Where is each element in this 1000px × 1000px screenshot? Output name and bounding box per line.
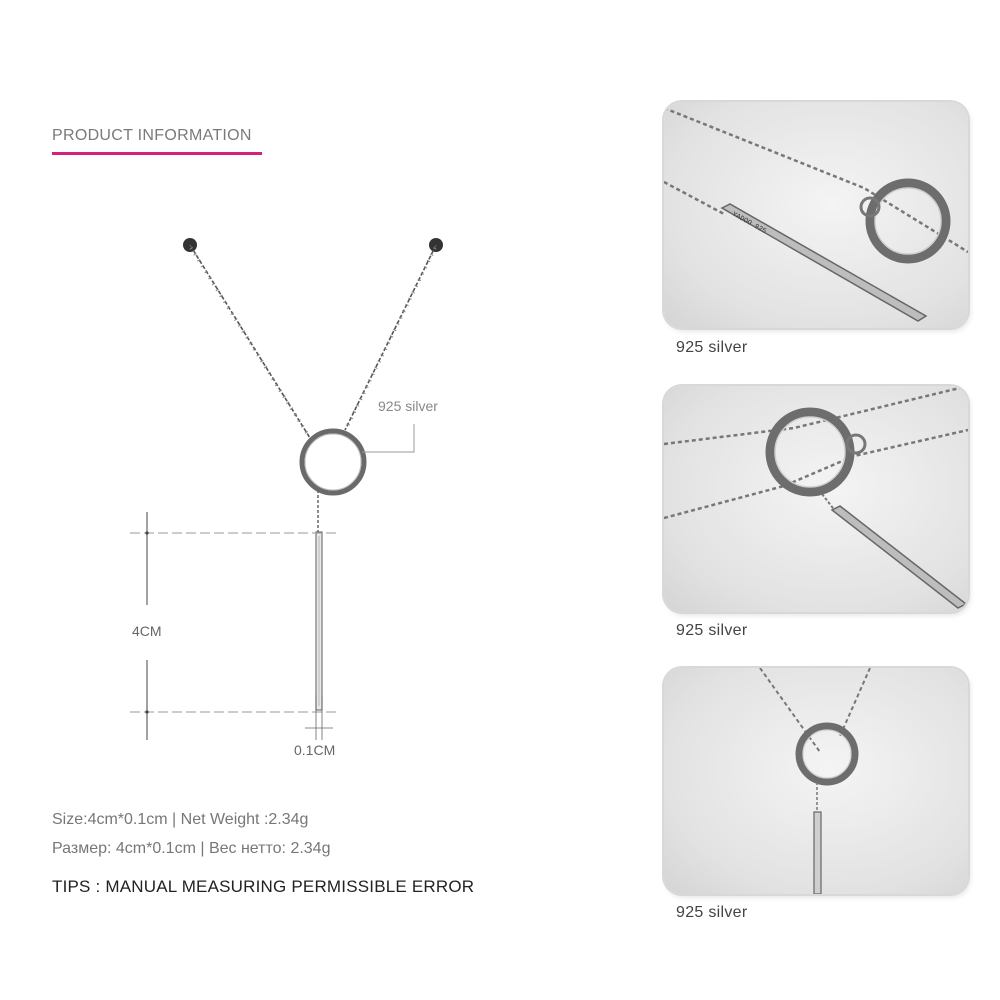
photo-1-chain-upper xyxy=(664,108,968,252)
material-callout-label: 925 silver xyxy=(378,398,438,414)
product-photo-3 xyxy=(664,668,968,894)
photo-2-chain-lower xyxy=(664,430,968,518)
photo-3-bar xyxy=(814,812,821,894)
material-callout-line xyxy=(362,424,414,452)
photo-3-ring xyxy=(799,726,855,782)
length-dimension-label: 4CM xyxy=(132,623,162,639)
photo-3-caption: 925 silver xyxy=(676,904,748,921)
section-title: PRODUCT INFORMATION xyxy=(52,127,252,144)
photo-2-bar xyxy=(832,506,966,608)
left-chain xyxy=(190,245,310,438)
spec-line-english: Size:4cm*0.1cm | Net Weight :2.34g xyxy=(52,811,309,828)
spec-line-russian: Размер: 4cm*0.1cm | Вес нетто: 2.34g xyxy=(52,840,331,857)
photo-1-engraving: YADOO 925 xyxy=(730,210,768,236)
photo-3-chain-right xyxy=(840,668,870,736)
width-dimension-label: 0.1CM xyxy=(294,742,336,758)
photo-3-chain-left xyxy=(760,668,820,752)
tips-note: TIPS : MANUAL MEASURING PERMISSIBLE ERROR xyxy=(52,877,475,896)
photo-1-caption: 925 silver xyxy=(676,339,748,356)
circle-pendant xyxy=(302,431,364,493)
section-title-underline xyxy=(52,152,262,155)
photo-2-caption: 925 silver xyxy=(676,622,748,639)
necklace-drawing xyxy=(100,220,520,780)
product-photo-2 xyxy=(664,386,968,612)
necklace-dimension-diagram xyxy=(100,220,520,780)
product-photo-1 xyxy=(664,102,968,328)
photo-1-chain-lower xyxy=(664,182,724,214)
photo-1-ring xyxy=(870,183,946,259)
